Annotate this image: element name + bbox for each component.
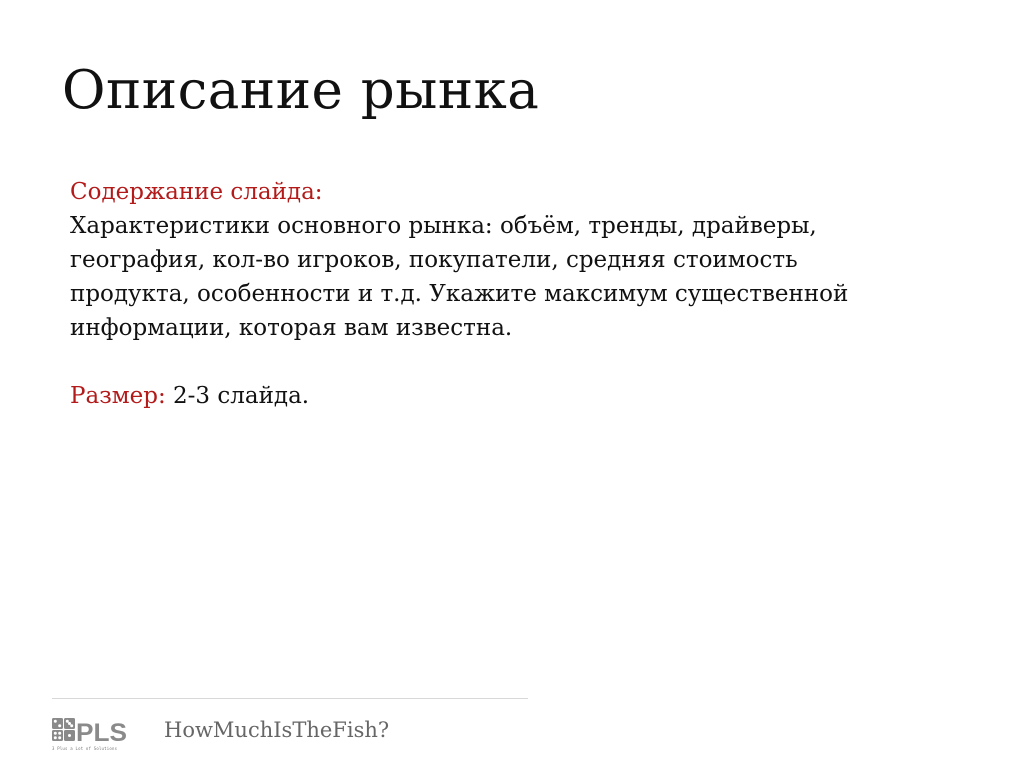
content-line: география, кол-во игроков, покупатели, средняя стоимость [70, 247, 798, 273]
paragraph-spacer [70, 345, 950, 379]
footer-brand: HowMuchIsTheFish? [164, 718, 390, 742]
size-label: Размер: [70, 383, 166, 409]
dice-logo-icon [52, 716, 132, 746]
content-line: Характеристики основного рынка: объём, тренды, драйверы, [70, 213, 817, 239]
size-line [70, 379, 950, 413]
footer-divider [52, 698, 528, 699]
slide-body [70, 175, 950, 413]
content-line: информации, которая вам известна. [70, 315, 513, 341]
content-label: Содержание слайда: [70, 179, 323, 205]
logo-text: PLS [76, 719, 127, 746]
content-line: продукта, особенности и т.д. Укажите максимум существенной [70, 281, 849, 307]
logo-tagline: 3 Plus a Lot of Solutions [52, 746, 118, 751]
size-value: 2-3 слайда. [173, 383, 310, 409]
company-logo [52, 716, 132, 754]
slide-title: Описание рынка [62, 60, 540, 121]
